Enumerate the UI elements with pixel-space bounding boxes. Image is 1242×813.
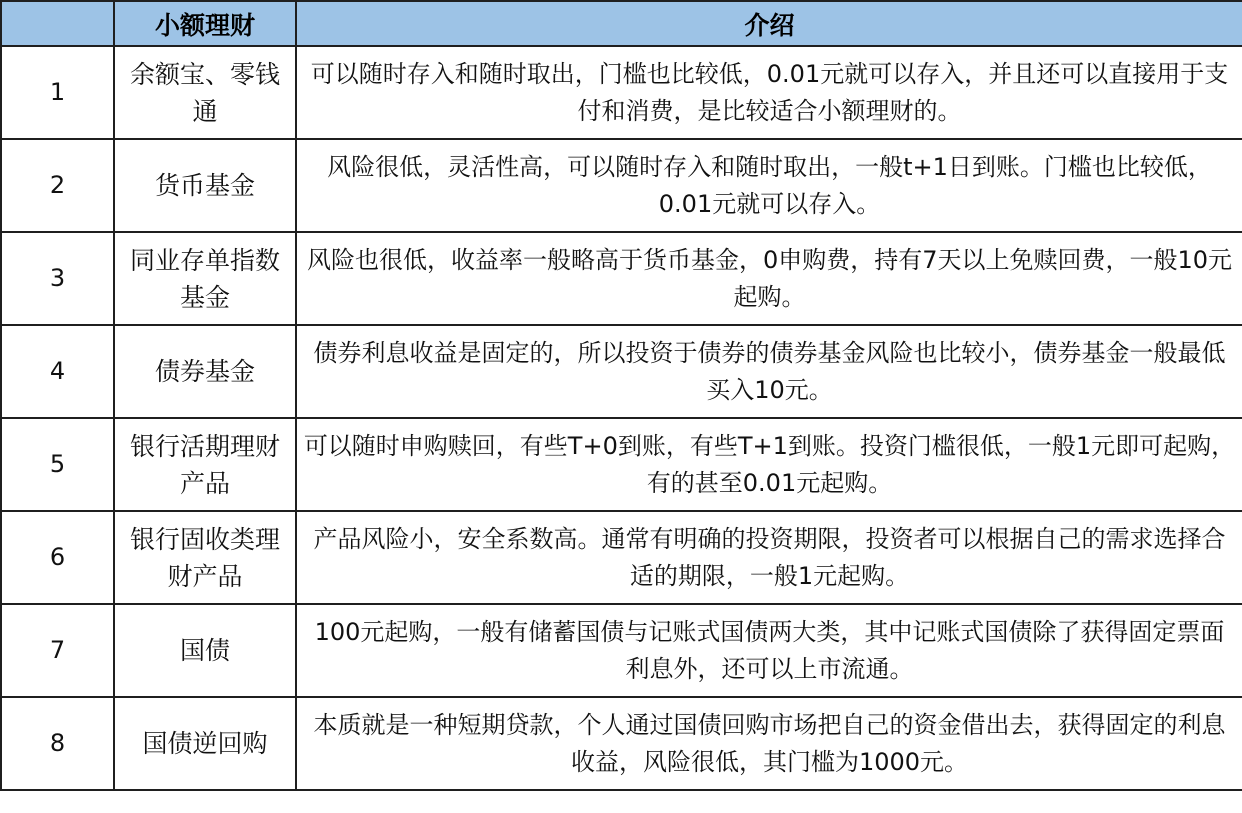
table-row	[1, 511, 1242, 604]
product-description: 风险很低，灵活性高，可以随时存入和随时取出，一般t+1日到账。门槛也比较低，0.01元就可以存入。	[296, 139, 1242, 232]
row-number: 3	[1, 232, 114, 325]
table-row	[1, 604, 1242, 697]
product-name: 余额宝、零钱通	[114, 46, 296, 139]
product-name: 货币基金	[114, 139, 296, 232]
product-description: 可以随时存入和随时取出，门槛也比较低，0.01元就可以存入，并且还可以直接用于支付和消费，是比较适合小额理财的。	[296, 46, 1242, 139]
product-description: 100元起购，一般有储蓄国债与记账式国债两大类，其中记账式国债除了获得固定票面利息外，还可以上市流通。	[296, 604, 1242, 697]
product-name: 国债逆回购	[114, 697, 296, 790]
product-name: 债券基金	[114, 325, 296, 418]
row-number: 8	[1, 697, 114, 790]
row-number: 1	[1, 46, 114, 139]
product-description: 债券利息收益是固定的，所以投资于债券的债券基金风险也比较小，债券基金一般最低买入10元。	[296, 325, 1242, 418]
header-product: 小额理财	[114, 1, 296, 46]
product-name: 银行活期理财产品	[114, 418, 296, 511]
header-index	[1, 1, 114, 46]
row-number: 2	[1, 139, 114, 232]
row-number: 4	[1, 325, 114, 418]
product-description: 本质就是一种短期贷款，个人通过国债回购市场把自己的资金借出去，获得固定的利息收益，风险很低，其门槛为1000元。	[296, 697, 1242, 790]
product-description: 风险也很低，收益率一般略高于货币基金，0申购费，持有7天以上免赎回费，一般10元起购。	[296, 232, 1242, 325]
row-number: 7	[1, 604, 114, 697]
product-name: 同业存单指数基金	[114, 232, 296, 325]
product-name: 国债	[114, 604, 296, 697]
product-name: 银行固收类理财产品	[114, 511, 296, 604]
table-row	[1, 46, 1242, 139]
table-row	[1, 418, 1242, 511]
product-description: 产品风险小，安全系数高。通常有明确的投资期限，投资者可以根据自己的需求选择合适的期限，一般1元起购。	[296, 511, 1242, 604]
table-row	[1, 139, 1242, 232]
row-number: 6	[1, 511, 114, 604]
table-row	[1, 325, 1242, 418]
product-description: 可以随时申购赎回，有些T+0到账，有些T+1到账。投资门槛很低，一般1元即可起购，有的甚至0.01元起购。	[296, 418, 1242, 511]
header-description: 介绍	[296, 1, 1242, 46]
table-row	[1, 697, 1242, 790]
header-row	[1, 1, 1242, 46]
table-row	[1, 232, 1242, 325]
row-number: 5	[1, 418, 114, 511]
